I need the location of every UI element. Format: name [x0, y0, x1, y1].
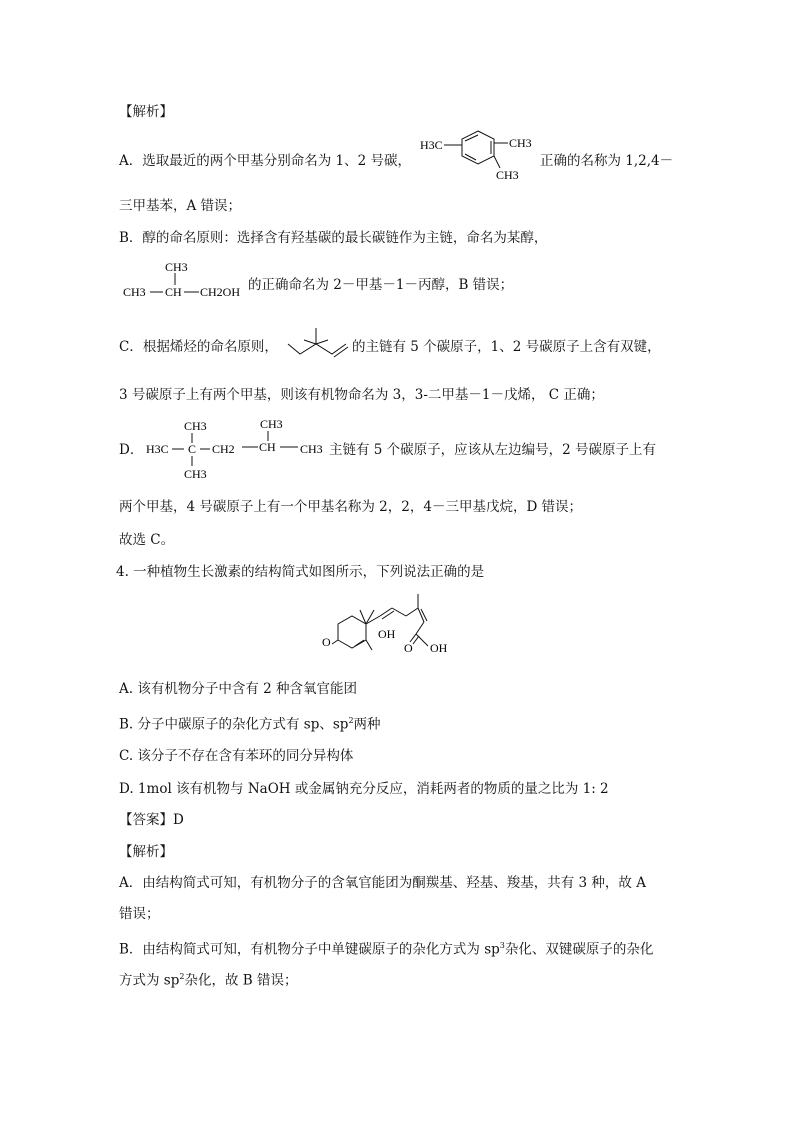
methylpropanol-structure — [119, 258, 249, 300]
conclusion: 故选 C。 — [119, 532, 175, 548]
explanation-b-line1 — [119, 937, 653, 959]
ch2-label: CH2 — [212, 442, 235, 456]
analysis-heading-2: 【解析】 — [119, 844, 173, 860]
trimethylbenzene-structure — [418, 126, 538, 186]
methyl-label: CH3 — [184, 467, 207, 481]
explanation-b-text: B．由结构简式可知，有机物分子中单键碳原子的杂化方式为 sp — [119, 941, 500, 958]
option-c-explanation-suffix: 的主链有 5 个碳原子，1、2 号碳原子上含有双键， — [352, 339, 661, 355]
trimethylpentane-structure — [146, 410, 328, 486]
dimethylpentene-skeleton — [286, 324, 350, 362]
abscisic-acid-structure — [320, 588, 476, 660]
methyl-label: H3C — [420, 138, 443, 152]
ketone-oxygen-label: O — [322, 635, 331, 649]
explanation-b-text-end: 杂化、双键碳原子的杂化 — [504, 941, 654, 958]
choice-b-superscript: 2 — [348, 716, 354, 725]
methyl-label: CH3 — [496, 168, 519, 182]
explanation-a-line2: 错误； — [119, 906, 160, 922]
methyl-label: H3C — [146, 442, 169, 456]
quaternary-carbon-label: C — [188, 442, 197, 456]
choice-b-text: B. 分子中碳原子的杂化方式有 sp、sp — [119, 716, 349, 733]
explanation-b-superscript: 2 — [179, 972, 185, 981]
choice-c: C. 该分子不存在含有苯环的同分异构体 — [119, 748, 354, 764]
methyl-label: CH3 — [509, 136, 532, 150]
ch2oh-label: CH2OH — [200, 285, 241, 299]
option-c-explanation-prefix: C．根据烯烃的命名原则， — [119, 339, 278, 355]
explanation-b-superscript: 3 — [499, 941, 505, 950]
explanation-b-text: 方式为 sp — [119, 972, 180, 989]
option-b-explanation-suffix: 的正确命名为 2－甲基－1－丙醇，B 错误； — [248, 277, 514, 293]
option-b-explanation-line1: B．醇的命名原则：选择含有羟基碳的最长碳链作为主链，命名为某醇， — [119, 230, 548, 246]
methyl-label: CH3 — [123, 285, 146, 299]
option-d-explanation-prefix: D． — [119, 442, 144, 458]
explanation-a-line1: A．由结构简式可知，有机物分子的含氧官能团为酮羰基、羟基、羧基，共有 3 种，故 A — [119, 875, 646, 891]
methyl-label: CH3 — [260, 417, 283, 431]
ch-label: CH — [165, 285, 182, 299]
option-d-explanation-suffix: 主链有 5 个碳原子，应该从左边编号，2 号碳原子上有 — [329, 442, 657, 458]
choice-d: D. 1mol 该有机物与 NaOH 或金属钠充分反应，消耗两者的物质的量之比为 1: 2 — [119, 781, 609, 797]
explanation-b-text-end: 杂化，故 B 错误； — [184, 972, 298, 989]
choice-b — [119, 712, 381, 734]
methyl-label: CH3 — [165, 260, 188, 274]
ch-label: CH — [259, 440, 276, 454]
carboxyl-hydroxyl-label: OH — [430, 641, 448, 655]
option-d-explanation-line2: 两个甲基，4 号碳原子上有一个甲基名称为 2，2，4－三甲基戊烷，D 错误； — [119, 499, 583, 515]
methyl-label: CH3 — [184, 419, 207, 433]
methyl-label: CH3 — [300, 442, 323, 456]
option-a-explanation-suffix: 正确的名称为 1,2,4－ — [540, 153, 674, 169]
answer: 【答案】D — [119, 812, 184, 828]
option-a-explanation-line2: 三甲基苯，A 错误； — [119, 198, 242, 214]
hydroxyl-label: OH — [378, 627, 396, 641]
option-a-explanation-prefix: A．选取最近的两个甲基分别命名为 1、2 号碳， — [119, 153, 412, 169]
explanation-b-line2 — [119, 968, 297, 990]
choice-b-text-end: 两种 — [353, 716, 381, 733]
question-4-stem: 4. 一种植物生长激素的结构简式如图所示，下列说法正确的是 — [116, 564, 485, 580]
carbonyl-oxygen-label: O — [404, 641, 413, 655]
analysis-heading-1: 【解析】 — [119, 104, 173, 120]
choice-a: A. 该有机物分子中含有 2 种含氧官能团 — [119, 681, 358, 697]
option-c-explanation-line2: 3 号碳原子上有两个甲基，则该有机物命名为 3，3-二甲基－1－戊烯， C 正确； — [119, 387, 604, 403]
